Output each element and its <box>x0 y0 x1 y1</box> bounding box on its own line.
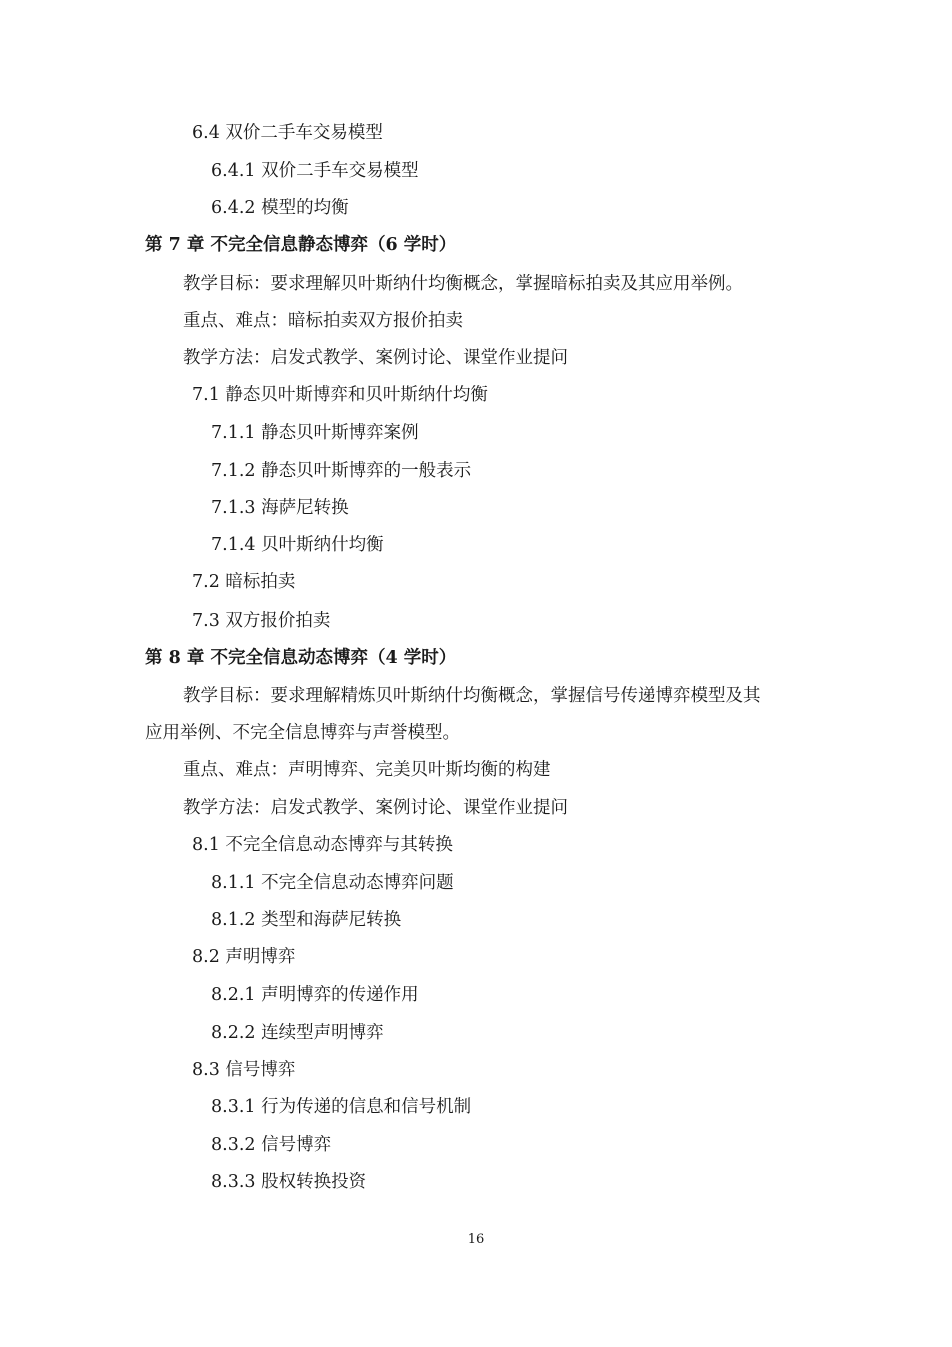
subsection-heading: 8.1.1 不完全信息动态博弈问题 <box>211 873 454 893</box>
section-heading: 7.1 静态贝叶斯博弈和贝叶斯纳什均衡 <box>192 385 488 405</box>
subsection-heading: 8.3.1 行为传递的信息和信号机制 <box>211 1097 472 1117</box>
subsection-heading: 8.3.2 信号博弈 <box>211 1135 332 1155</box>
teaching-goal: 教学目标：要求理解贝叶斯纳什均衡概念，掌握暗标拍卖及其应用举例。 <box>183 274 743 294</box>
section-heading: 8.3 信号博弈 <box>192 1060 296 1080</box>
chapter-title: 第 8 章 不完全信息动态博弈（4 学时） <box>145 648 457 668</box>
key-points: 重点、难点：声明博弈、完美贝叶斯均衡的构建 <box>183 760 551 780</box>
section-heading: 7.2 暗标拍卖 <box>192 572 296 592</box>
teaching-goal: 教学目标：要求理解精炼贝叶斯纳什均衡概念，掌握信号传递博弈模型及其 <box>183 686 761 706</box>
subsection-heading: 7.1.1 静态贝叶斯博弈案例 <box>211 423 419 443</box>
section-heading: 8.2 声明博弈 <box>192 947 296 967</box>
subsection-heading: 8.2.1 声明博弈的传递作用 <box>211 985 419 1005</box>
teaching-goal-continued: 应用举例、不完全信息博弈与声誉模型。 <box>145 723 460 743</box>
section-heading: 8.1 不完全信息动态博弈与其转换 <box>192 835 453 855</box>
teaching-method: 教学方法：启发式教学、案例讨论、课堂作业提问 <box>183 798 568 818</box>
subsection-heading: 6.4.2 模型的均衡 <box>211 198 349 218</box>
teaching-method: 教学方法：启发式教学、案例讨论、课堂作业提问 <box>183 348 568 368</box>
subsection-heading: 6.4.1 双价二手车交易模型 <box>211 161 419 181</box>
subsection-heading: 7.1.3 海萨尼转换 <box>211 498 349 518</box>
subsection-heading: 7.1.2 静态贝叶斯博弈的一般表示 <box>211 461 472 481</box>
subsection-heading: 7.1.4 贝叶斯纳什均衡 <box>211 535 384 555</box>
section-heading: 6.4 双价二手车交易模型 <box>192 123 383 143</box>
page-number: 16 <box>467 1232 485 1247</box>
subsection-heading: 8.3.3 股权转换投资 <box>211 1172 367 1192</box>
section-heading: 7.3 双方报价拍卖 <box>192 611 331 631</box>
chapter-title: 第 7 章 不完全信息静态博弈（6 学时） <box>145 235 457 255</box>
subsection-heading: 8.1.2 类型和海萨尼转换 <box>211 910 402 930</box>
subsection-heading: 8.2.2 连续型声明博弈 <box>211 1023 384 1043</box>
key-points: 重点、难点：暗标拍卖双方报价拍卖 <box>183 311 463 331</box>
